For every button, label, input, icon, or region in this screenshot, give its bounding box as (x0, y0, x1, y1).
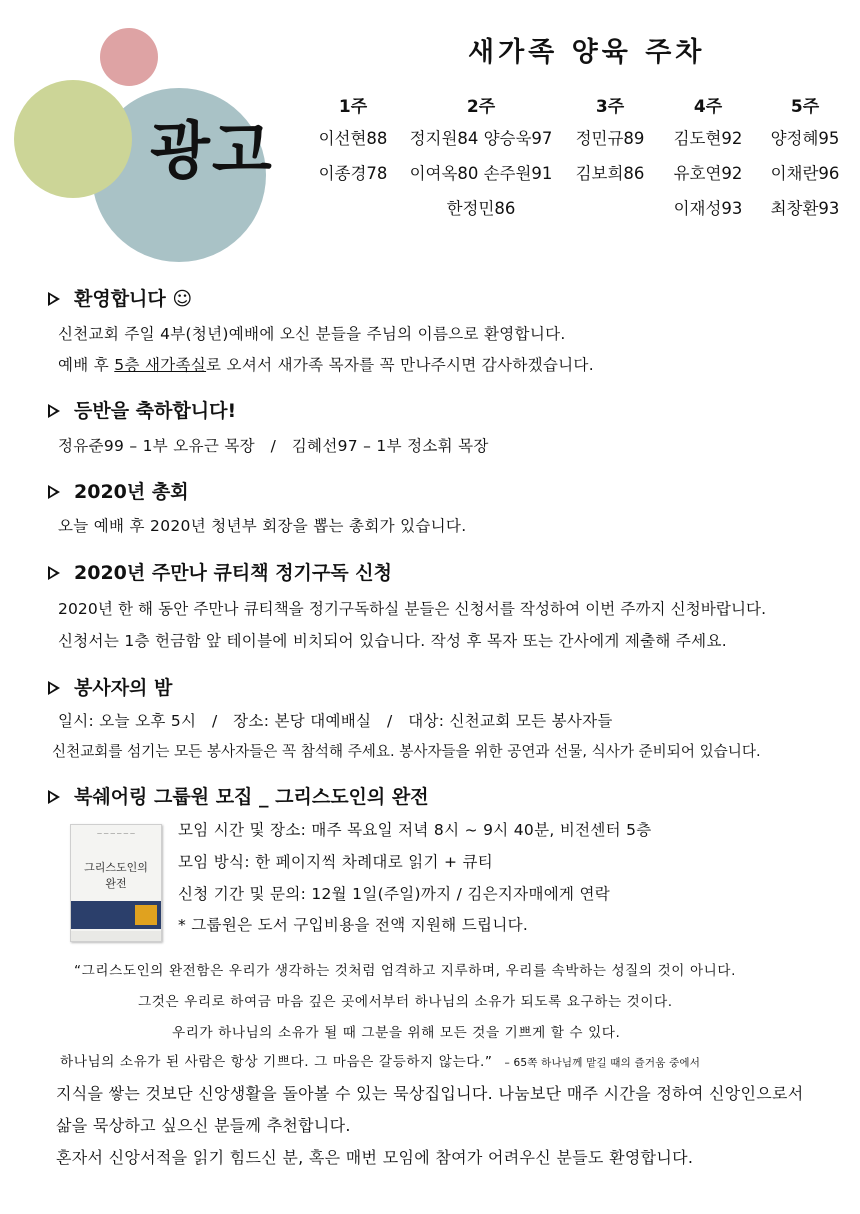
triangle-bullet-icon (48, 566, 60, 580)
member-name: 이종경78 (318, 164, 388, 183)
member-name: 한정민86 (446, 199, 516, 218)
volunteer-night-line-2: 신천교회를 섬기는 모든 봉사자들은 꼭 참석해 주세요. 봉사자들을 위한 공연과 선물, 식사가 준비되어 있습니다. (52, 743, 761, 760)
week-column-5 (766, 96, 844, 231)
member-name: 이재성93 (673, 199, 743, 218)
triangle-bullet-icon (48, 790, 60, 804)
section-title-text: 2020년 총회 (74, 481, 189, 503)
welcome-line-2 (58, 353, 594, 375)
book-sharing-detail-apply: 신청 기간 및 문의: 12월 1일(주일)까지 / 김은지자매에게 연락 (178, 885, 611, 903)
book-sharing-detail-support: * 그룹원은 도서 구입비용을 전액 지원해 드립니다. (178, 916, 529, 934)
book-sharing-closing-1: 지식을 쌓는 것보단 신앙생활을 돌아볼 수 있는 묵상집입니다. 나눔보단 매주 시간을 정하여 신앙인으로서 (56, 1084, 804, 1103)
book-cover-badge (135, 905, 157, 925)
member-name: 정민규89 (575, 129, 645, 148)
qt-subscription-line-1: 2020년 한 해 동안 주만나 큐티책을 정기구독하실 분들은 신청서를 작성하여 이번 주까지 신청바랍니다. (58, 600, 767, 618)
book-sharing-detail-method: 모임 방식: 한 페이지씩 차례대로 읽기 + 큐티 (178, 853, 494, 871)
book-cover-image (70, 824, 162, 942)
book-quote-line-3: 우리가 하나님의 소유가 될 때 그분을 위해 모든 것을 기쁘게 할 수 있다. (172, 1025, 621, 1041)
book-cover-footer (71, 931, 161, 941)
week-label: 2주 (466, 97, 496, 117)
member-name: 유호연92 (673, 164, 743, 183)
triangle-bullet-icon (48, 404, 60, 418)
week-column-3 (572, 96, 648, 196)
section-title-text: 북쉐어링 그룹원 모집 _ 그리스도인의 완전 (74, 786, 429, 808)
week-column-2 (406, 96, 556, 231)
book-cover-title-line-2: 완전 (105, 877, 127, 890)
member-name: 이여옥80 손주원91 (409, 164, 553, 183)
new-family-room-underlined: 5층 새가족실 (114, 356, 207, 374)
welcome-line-1: 신천교회 주일 4부(청년)예배에 오신 분들을 주님의 이름으로 환영합니다. (58, 325, 566, 343)
book-cover-title-line-1: 그리스도인의 (84, 861, 148, 874)
section-general-meeting-title (48, 477, 189, 504)
promotion-line-1: 정유준99 – 1부 오유근 목장 / 김혜선97 – 1부 정소휘 목장 (58, 437, 489, 455)
quote-text: 하나님의 소유가 된 사람은 항상 기쁘다. 그 마음은 갈등하지 않는다.” (60, 1054, 493, 1070)
triangle-bullet-icon (48, 292, 60, 306)
week-label: 5주 (790, 97, 820, 117)
book-quote-line-1: “그리스도인의 완전함은 우리가 생각하는 것처럼 엄격하고 지루하며, 우리를 속박하는 성질의 것이 아니다. (74, 963, 737, 979)
member-name: 최창환93 (770, 199, 840, 218)
triangle-bullet-icon (48, 681, 60, 695)
week-column-1 (318, 96, 388, 196)
section-volunteer-night-title (48, 673, 172, 700)
week-label: 4주 (693, 97, 723, 117)
member-name: 이채란96 (770, 164, 840, 183)
week-label: 1주 (338, 97, 368, 117)
ad-title: 광고 (150, 114, 274, 187)
section-promotion-title (48, 396, 236, 423)
book-sharing-closing-3: 혼자서 신앙서적을 읽기 힘드신 분, 혹은 매번 모임에 참여가 어려우신 분들도 환영합니다. (56, 1148, 694, 1167)
section-title-text: 환영합니다 ☺ (74, 288, 193, 310)
section-title-text: 봉사자의 밤 (74, 677, 173, 699)
book-sharing-closing-2: 삶을 묵상하고 싶으신 분들께 추천합니다. (56, 1116, 351, 1135)
new-family-week-title: 새가족 양육 주차 (468, 37, 706, 68)
text-segment: 예배 후 (58, 356, 115, 374)
volunteer-night-line-1: 일시: 오늘 오후 5시 / 장소: 본당 대예배실 / 대상: 신천교회 모든 봉사자들 (58, 712, 613, 730)
book-cover-top-strip: — — — — — — (97, 831, 135, 837)
member-name: 이선현88 (318, 129, 388, 148)
general-meeting-line-1: 오늘 예배 후 2020년 청년부 회장을 뽑는 총회가 있습니다. (58, 517, 467, 535)
member-name: 양정혜95 (770, 129, 840, 148)
week-label: 3주 (595, 97, 625, 117)
quote-source: – 65쪽 하나님께 맡길 때의 즐거움 중에서 (504, 1057, 701, 1069)
triangle-bullet-icon (48, 485, 60, 499)
book-quote-line-2: 그것은 우리로 하여금 마음 깊은 곳에서부터 하나님의 소유가 되도록 요구하는 것이다. (138, 994, 673, 1010)
book-sharing-detail-time-place: 모임 시간 및 장소: 매주 목요일 저녁 8시 ~ 9시 40분, 비전센터 5층 (178, 821, 652, 839)
week-column-4 (670, 96, 746, 231)
member-name: 김보희86 (575, 164, 645, 183)
section-title-text: 2020년 주만나 큐티책 정기구독 신청 (74, 562, 392, 584)
decor-circle-green (14, 80, 132, 198)
member-name: 정지원84 양승욱97 (409, 129, 553, 148)
section-title-text: 등반을 축하합니다! (74, 400, 237, 422)
section-qt-subscription-title (48, 558, 392, 585)
qt-subscription-line-2: 신청서는 1층 헌금함 앞 테이블에 비치되어 있습니다. 작성 후 목자 또는 간사에게 제출해 주세요. (58, 632, 727, 650)
member-name: 김도현92 (673, 129, 743, 148)
section-book-sharing-title (48, 782, 429, 809)
book-quote-line-4 (60, 1050, 700, 1070)
text-segment: 로 오셔서 새가족 목자를 꼭 만나주시면 감사하겠습니다. (206, 356, 594, 374)
decor-circle-pink (100, 28, 158, 86)
section-welcome-title (48, 284, 192, 311)
